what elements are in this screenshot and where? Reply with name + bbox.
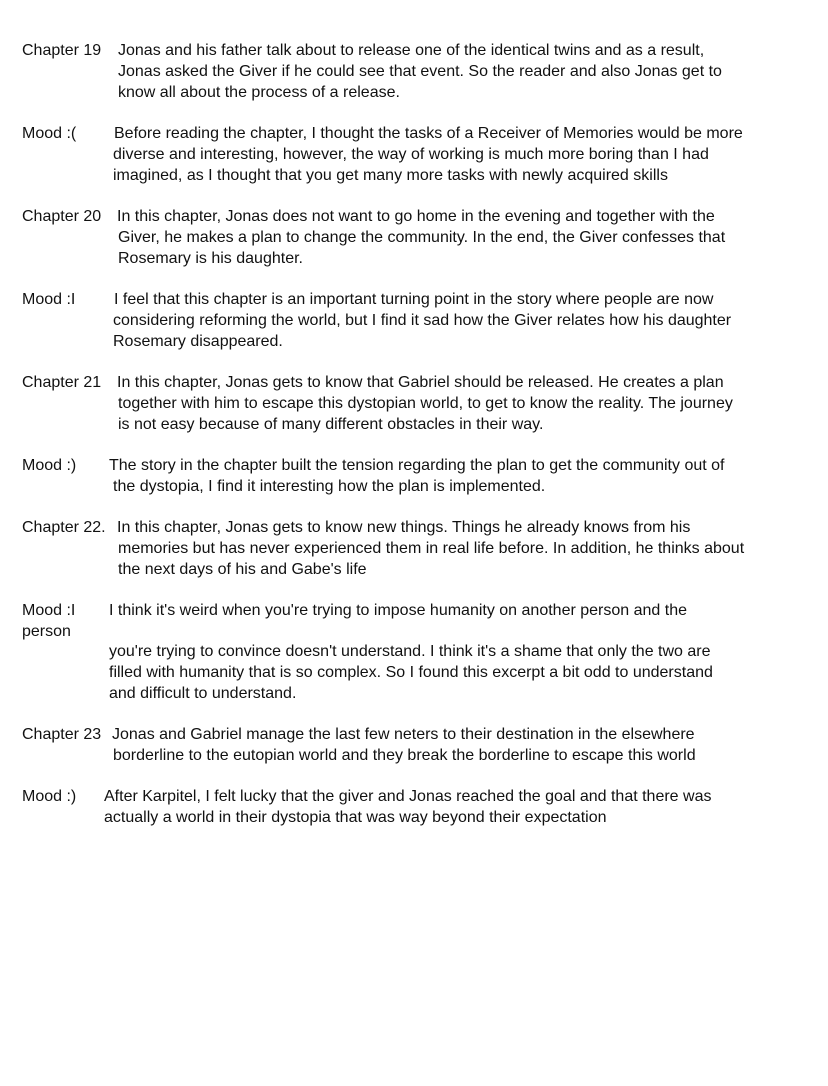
entry-label: Mood :( xyxy=(22,125,77,142)
entry-text-line: filled with humanity that is so complex. So I found this excerpt a bit odd to understand xyxy=(109,664,713,681)
entry-text-line: borderline to the eutopian world and they break the borderline to escape this world xyxy=(113,747,696,764)
entry-text-line: Jonas and Gabriel manage the last few neters to their destination in the elsewhere xyxy=(112,726,695,743)
entry-text-line: diverse and interesting, however, the way of working is much more boring than I had xyxy=(113,146,709,163)
entry-text-line: In this chapter, Jonas does not want to go home in the evening and together with the xyxy=(117,208,715,225)
entry-text-line: together with him to escape this dystopian world, to get to know the reality. The journey xyxy=(118,395,733,412)
entry-text-line: is not easy because of many different obstacles in their way. xyxy=(118,416,544,433)
entry-text-line: actually a world in their dystopia that was way beyond their expectation xyxy=(104,809,607,826)
entry-label: Mood :) xyxy=(22,788,77,805)
entry-text-line: you're trying to convince doesn't understand. I think it's a shame that only the two are xyxy=(109,643,711,660)
entry-text-line: and difficult to understand. xyxy=(109,685,297,702)
entry-label: Chapter 20 xyxy=(22,208,102,225)
entry-text-line: Giver, he makes a plan to change the community. In the end, the Giver confesses that xyxy=(118,229,726,246)
entry-text-line: person xyxy=(22,623,71,640)
entry-label: Mood :I xyxy=(22,291,76,308)
entry-text-line: the next days of his and Gabe's life xyxy=(118,561,367,578)
entry-text-line: Jonas asked the Giver if he could see that event. So the reader and also Jonas get to xyxy=(118,63,722,80)
entry-text-line: After Karpitel, I felt lucky that the giver and Jonas reached the goal and that there was xyxy=(104,788,712,805)
entry-text-line: The story in the chapter built the tension regarding the plan to get the community out of xyxy=(109,457,725,474)
entry-text-line: Rosemary is his daughter. xyxy=(118,250,303,267)
entry-text-line: the dystopia, I find it interesting how the plan is implemented. xyxy=(113,478,546,495)
entry-text-line: Rosemary disappeared. xyxy=(113,333,283,350)
entry-text-line: In this chapter, Jonas gets to know new things. Things he already knows from his xyxy=(117,519,691,536)
entry-text-line: I think it's weird when you're trying to impose humanity on another person and the xyxy=(109,602,687,619)
entry-text-line: Jonas and his father talk about to release one of the identical twins and as a result, xyxy=(118,42,705,59)
entry-label: Chapter 23 xyxy=(22,726,102,743)
entry-label: Mood :) xyxy=(22,457,77,474)
entry-text-line: know all about the process of a release. xyxy=(118,84,400,101)
entry-label: Chapter 21 xyxy=(22,374,102,391)
entry-text-line: memories but has never experienced them in real life before. In addition, he thinks about xyxy=(118,540,745,557)
entry-label: Chapter 19 xyxy=(22,42,102,59)
entry-text-line: I feel that this chapter is an important turning point in the story where people are now xyxy=(114,291,714,308)
entry-text-line: In this chapter, Jonas gets to know that Gabriel should be released. He creates a plan xyxy=(117,374,724,391)
entry-label: Chapter 22. xyxy=(22,519,106,536)
entry-text-line: considering reforming the world, but I find it sad how the Giver relates how his daughter xyxy=(113,312,732,329)
entry-text-line: imagined, as I thought that you get many more tasks with newly acquired skills xyxy=(113,167,668,184)
entry-text-line: Before reading the chapter, I thought the tasks of a Receiver of Memories would be more xyxy=(114,125,743,142)
entry-label: Mood :I xyxy=(22,602,76,619)
